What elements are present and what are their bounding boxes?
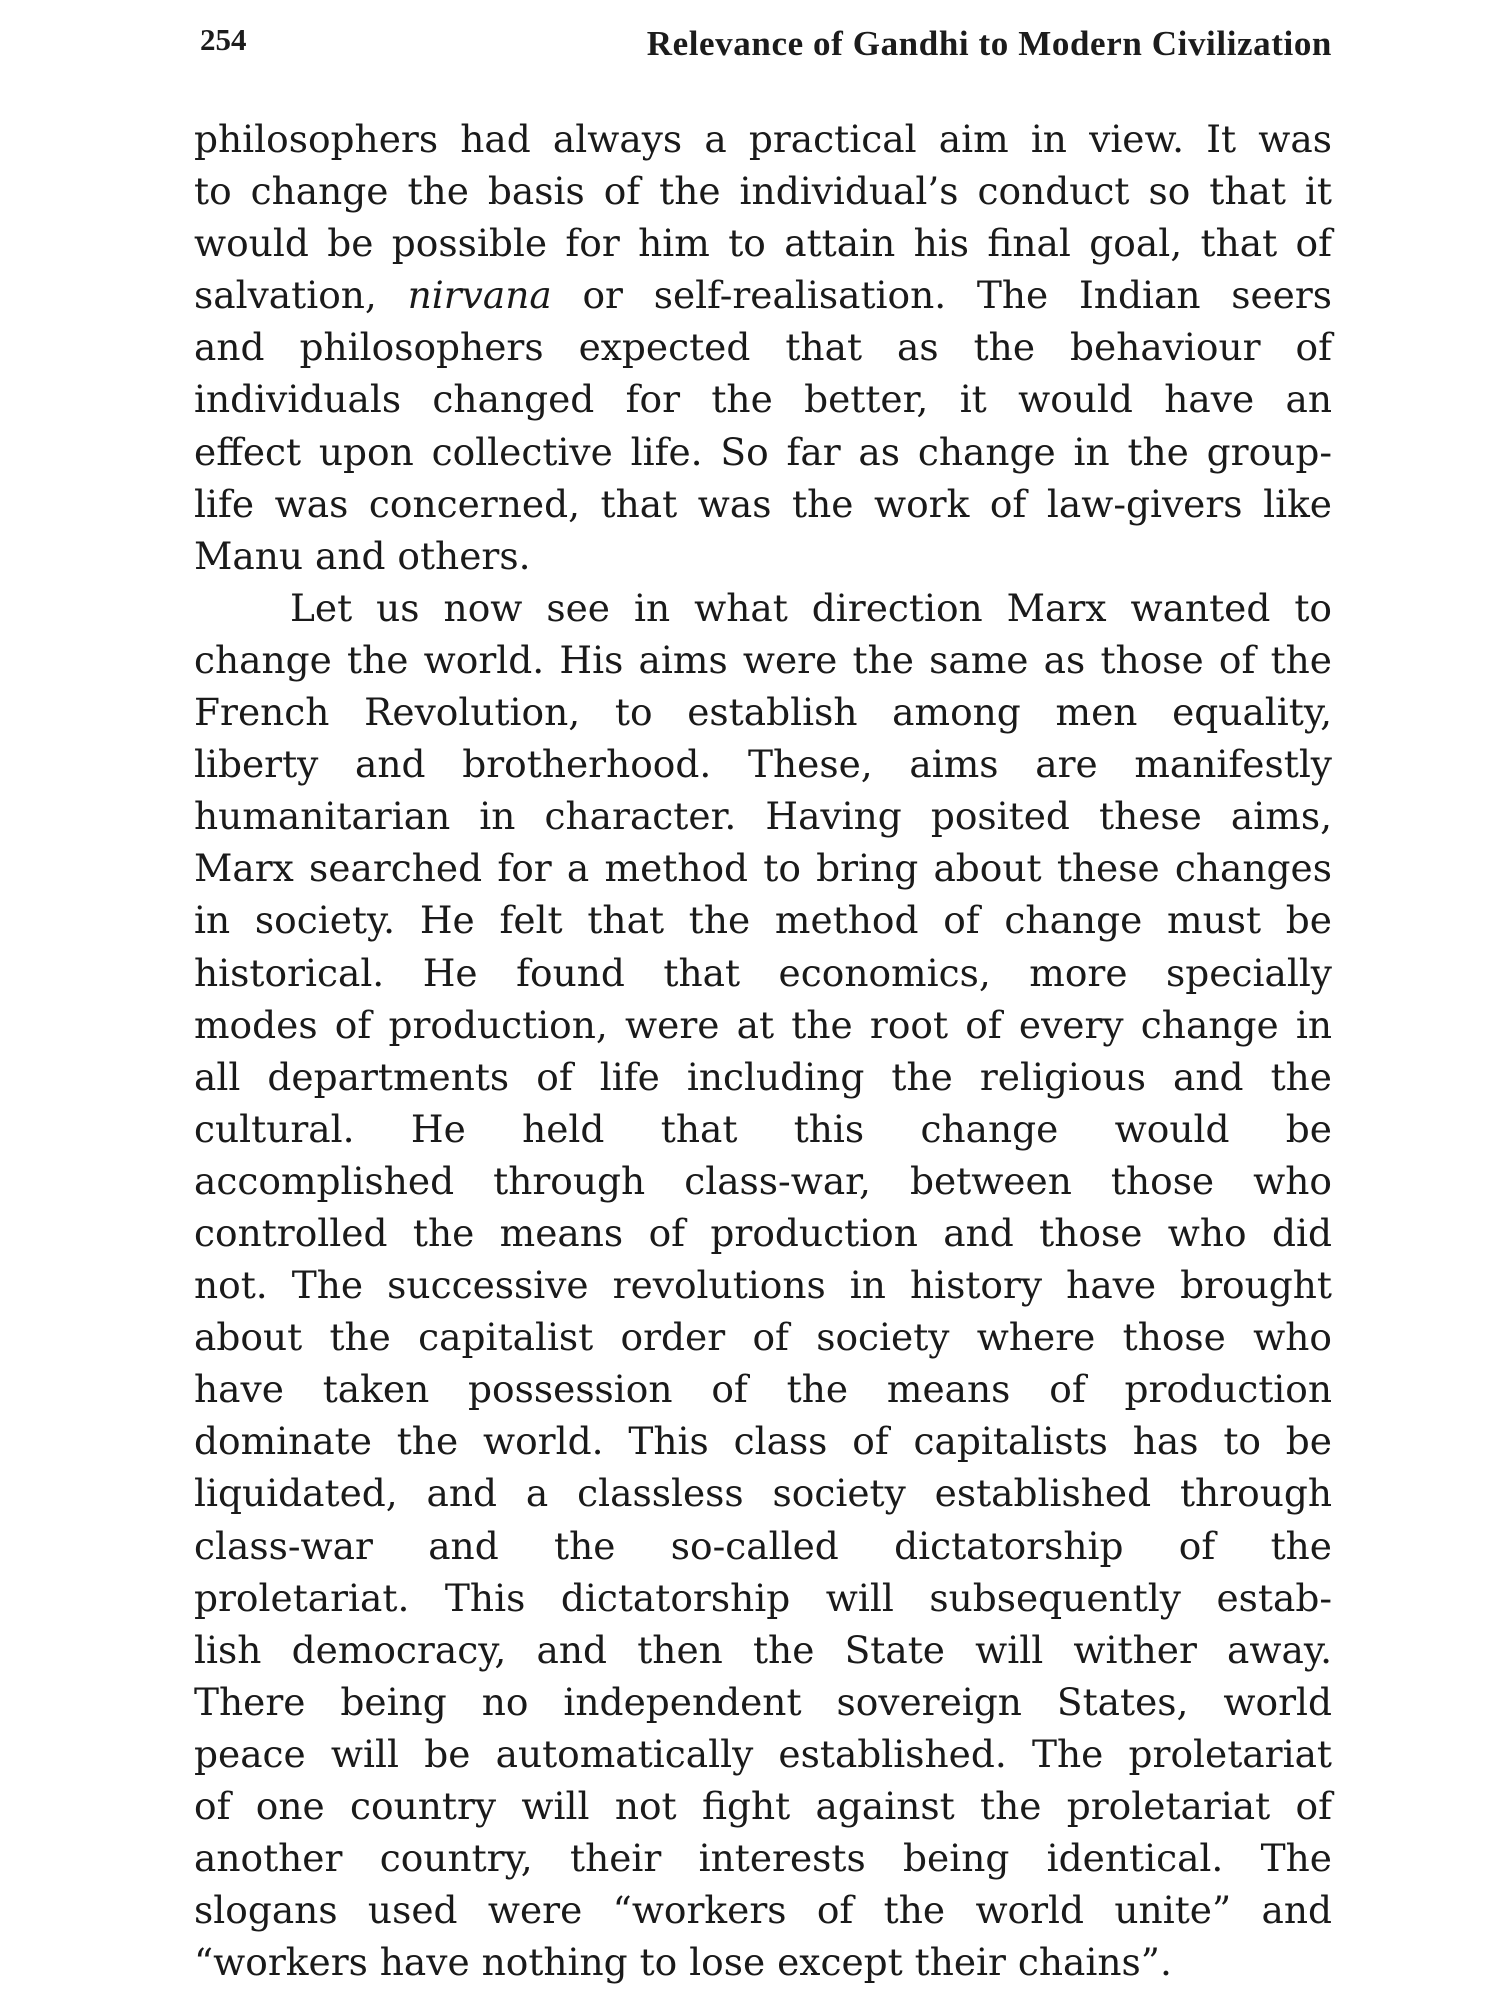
text-line: and philosophers expected that as the behaviour of: [194, 325, 1332, 370]
text-line: lish democracy, and then the State will wither away.: [194, 1627, 1332, 1672]
text-line: have taken possession of the means of production: [194, 1367, 1332, 1412]
text-line: life was concerned, that was the work of law-givers like: [194, 481, 1332, 526]
text-line: accomplished through class-war, between those who: [194, 1158, 1332, 1203]
text-line: change the world. His aims were the same as those of the: [194, 637, 1332, 682]
text-line: controlled the means of production and those who did: [194, 1210, 1332, 1255]
text-line: would be possible for him to attain his final goal, that of: [194, 221, 1332, 266]
text-line: French Revolution, to establish among men equality,: [194, 690, 1332, 735]
text-line: slogans used were “workers of the world unite” and: [194, 1888, 1332, 1933]
text-line: about the capitalist order of society where those who: [194, 1315, 1332, 1360]
text-line: peace will be automatically established. The proletariat: [194, 1731, 1332, 1776]
text-line: historical. He found that economics, more specially: [194, 950, 1332, 995]
text-line: in society. He felt that the method of change must be: [194, 898, 1332, 943]
page-header: [200, 22, 1332, 72]
text-line: [194, 269, 1332, 321]
text-line: liquidated, and a classless society established through: [194, 1471, 1332, 1516]
text-line: of one country will not fight against the proletariat of: [194, 1784, 1332, 1828]
text-line: class-war and the so-called dictatorship of the: [194, 1523, 1332, 1568]
text-line: Let us now see in what direction Marx wanted to: [290, 585, 1332, 630]
text-line: Manu and others.: [194, 533, 531, 578]
text-line: humanitarian in character. Having posited these aims,: [194, 794, 1332, 839]
running-title: Relevance of Gandhi to Modern Civilization: [646, 24, 1332, 63]
text-line: another country, their interests being identical. The: [194, 1836, 1332, 1881]
text-line: modes of production, were at the root of every change in: [194, 1002, 1332, 1047]
page-number: 254: [200, 22, 247, 57]
text-line: individuals changed for the better, it would have an: [194, 377, 1332, 422]
text-line: cultural. He held that this change would be: [194, 1106, 1332, 1151]
text-line: There being no independent sovereign States, world: [194, 1679, 1332, 1724]
text-line: Marx searched for a method to bring about these changes: [194, 846, 1332, 891]
text-line: liberty and brotherhood. These, aims are manifestly: [194, 742, 1332, 787]
paragraph-2: [194, 582, 1332, 1989]
paragraph-1: [194, 113, 1332, 582]
text-segment: salvation,: [194, 273, 377, 318]
text-line: philosophers had always a practical aim in view. It was: [194, 117, 1332, 161]
text-line: proletariat. This dictatorship will subsequently estab-: [194, 1575, 1332, 1620]
text-line: to change the basis of the individual’s conduct so that it: [194, 169, 1332, 214]
text-line: effect upon collective life. So far as change in the group-: [194, 429, 1332, 474]
italic-term: nirvana: [407, 273, 552, 318]
text-line: “workers have nothing to lose except their chains”.: [194, 1940, 1172, 1985]
text-line: not. The successive revolutions in history have brought: [194, 1263, 1332, 1308]
body-text: [194, 113, 1332, 1988]
text-line: all departments of life including the religious and the: [194, 1054, 1332, 1099]
text-line: dominate the world. This class of capitalists has to be: [194, 1419, 1332, 1464]
text-segment: or self-realisation. The Indian seers: [582, 273, 1333, 318]
